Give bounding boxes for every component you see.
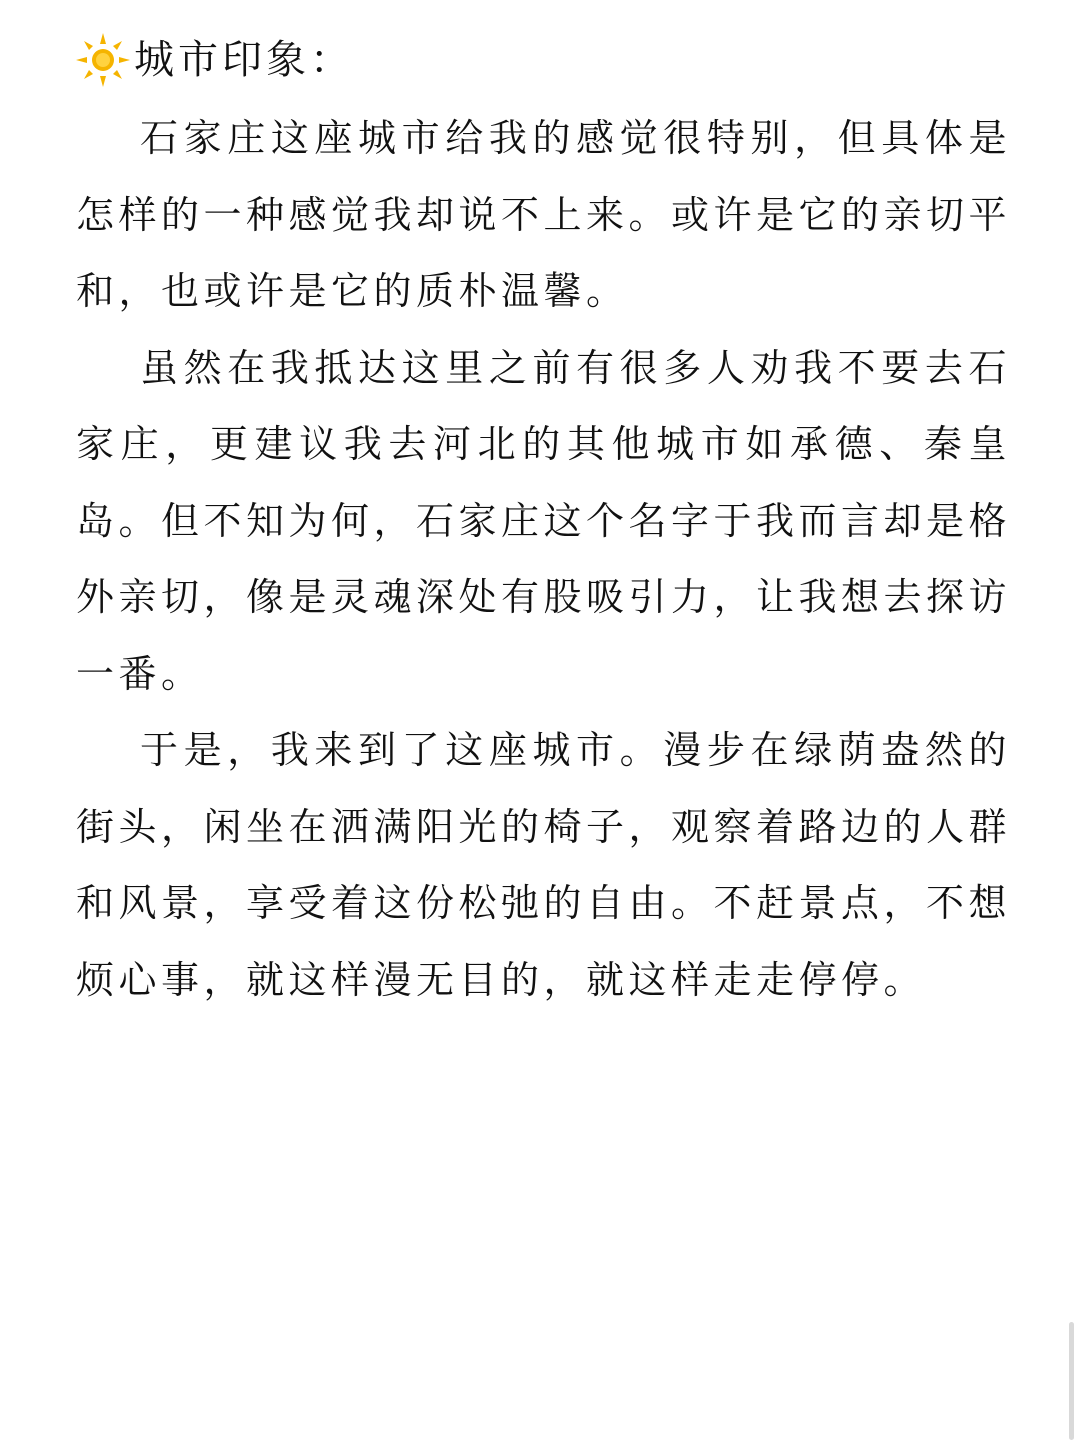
page-title: 城市印象： — [134, 37, 354, 83]
article-body — [76, 100, 1011, 1018]
paragraph-3: 于是，我来到了这座城市。漫步在绿荫盎然的街头，闲坐在洒满阳光的椅子，观察着路边的人群和风景，享受着这份松弛的自由。不赶景点，不想烦心事，就这样漫无目的，就这样走走停停。 — [76, 728, 1012, 1002]
sun-icon — [74, 31, 132, 89]
section-heading — [74, 28, 354, 92]
vertical-scrollbar[interactable] — [1069, 1322, 1074, 1440]
paragraph-1: 石家庄这座城市给我的感觉很特别，但具体是怎样的一种感觉我却说不上来。或许是它的亲切平和，也或许是它的质朴温馨。 — [76, 116, 1012, 313]
paragraph-2: 虽然在我抵达这里之前有很多人劝我不要去石家庄，更建议我去河北的其他城市如承德、秦皇岛。但不知为何，石家庄这个名字于我而言却是格外亲切，像是灵魂深处有股吸引力，让我想去探访一番。 — [76, 345, 1012, 696]
